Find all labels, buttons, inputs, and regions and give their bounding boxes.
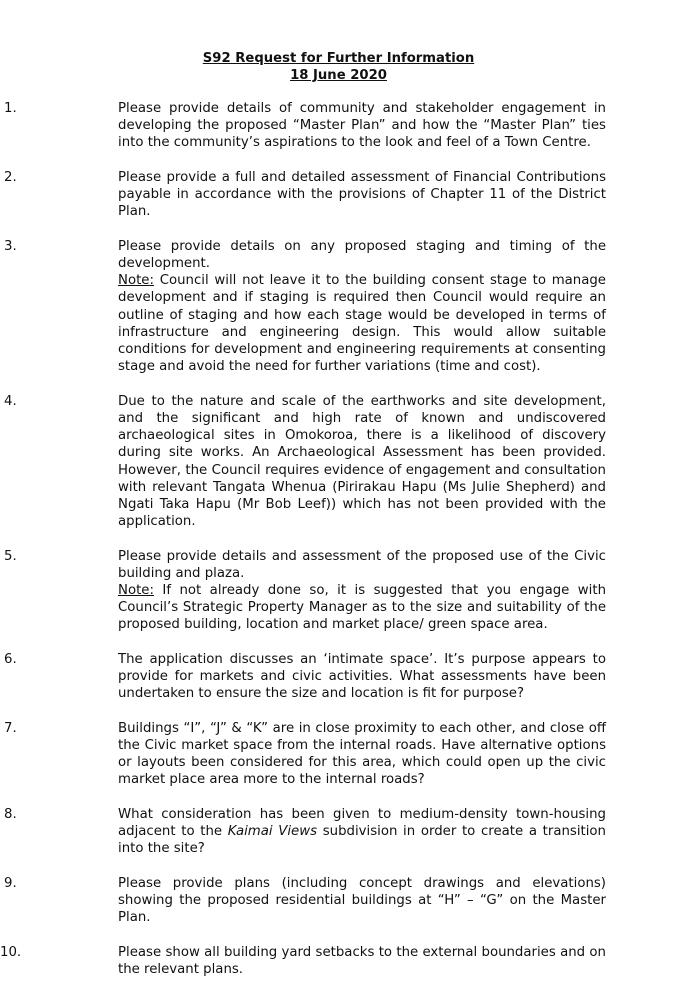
note-label: Note: bbox=[118, 583, 154, 599]
item-number: 6. bbox=[4, 651, 17, 667]
item-number: 9. bbox=[4, 875, 17, 891]
item-number: 7. bbox=[4, 720, 17, 736]
request-list bbox=[0, 100, 606, 996]
item-text-italic: Kaimai Views bbox=[227, 824, 318, 840]
item-text-block bbox=[92, 548, 606, 634]
list-item-8 bbox=[4, 806, 606, 858]
item-text: Please provide plans (including concept drawings and elevations) showing the proposed residential buildings at “H” – “G” on the Master Plan. bbox=[118, 875, 606, 926]
document-date: 18 June 2020 bbox=[290, 68, 387, 83]
item-text: Please provide details on any proposed staging and timing of the development. bbox=[118, 238, 606, 272]
item-text-after: subdivision in order to create a transition into the site? bbox=[118, 824, 606, 857]
list-item-1 bbox=[4, 100, 606, 152]
item-number: 5. bbox=[4, 548, 17, 564]
document-header bbox=[0, 50, 677, 84]
list-item-6 bbox=[4, 651, 606, 703]
note-text: Council will not leave it to the building consent stage to manage development and if staging is required then Council would require an outline of staging and how each stage would be developed in terms of infrastructure and engineering design. This would allow suitable conditions for development and engineering requirements at consenting stage and avoid the need for further variations (time and cost). bbox=[118, 273, 606, 375]
item-number: 8. bbox=[4, 806, 17, 822]
item-number: 1. bbox=[4, 101, 17, 116]
item-text: Please provide details of community and stakeholder engagement in developing the proposed “Master Plan” and how the “Master Plan” ties into the community’s aspirations to the look and feel of a Town Centre. bbox=[118, 101, 606, 151]
document-title: S92 Request for Further Information bbox=[202, 51, 475, 66]
item-text: Due to the nature and scale of the earthworks and site development, and the significant and high rate of known and undiscovered archaeological sites in Omokoroa, there is a likelihood of discovery during site works. An Archaeological Assessment has been provided. However, the Council requires evidence of engagement and consultation with relevant Tangata Whenua (Pirirakau Hapu (Ms Julie Shepherd) and Ngati Taka Hapu (Mr Bob Leef)) which has not been provided with the application. bbox=[118, 393, 606, 530]
list-item-7 bbox=[4, 720, 606, 789]
item-text-before: What consideration has been given to medium-density town-housing adjacent to the bbox=[118, 806, 606, 840]
item-text-block bbox=[92, 238, 606, 376]
item-text-block bbox=[92, 806, 606, 858]
item-number: 10. bbox=[0, 944, 22, 960]
item-text: Please provide details and assessment of the proposed use of the Civic building and plaza. bbox=[118, 548, 606, 581]
item-text: Please show all building yard setbacks to the external boundaries and on the relevant plans. bbox=[118, 944, 606, 977]
list-item-9 bbox=[4, 875, 606, 927]
list-item-5 bbox=[4, 548, 606, 634]
item-number: 2. bbox=[4, 169, 17, 185]
item-text: Please provide a full and detailed assessment of Financial Contributions payable in accordance with the provisions of Chapter 11 of the District Plan. bbox=[118, 169, 606, 220]
item-number: 4. bbox=[4, 393, 17, 409]
item-text: The application discusses an ‘intimate space’. It’s purpose appears to provide for markets and civic activities. What assessments have been undertaken to ensure the size and location is fit for purpose? bbox=[118, 651, 606, 702]
note-text: If not already done so, it is suggested that you engage with Council’s Strategic Property Manager as to the size and suitability of the proposed building, location and market place/ green space area. bbox=[118, 583, 606, 633]
list-item-3 bbox=[4, 238, 606, 376]
item-text: Buildings “I”, “J” & “K” are in close proximity to each other, and close off the Civic market space from the internal roads. Have alternative options or layouts been considered for this area, which could open up the civic market place area more to the internal roads? bbox=[118, 720, 606, 788]
note-label: Note: bbox=[118, 273, 154, 289]
list-item-10 bbox=[0, 944, 606, 978]
item-number: 3. bbox=[4, 238, 17, 254]
list-item-4 bbox=[4, 393, 606, 531]
list-item-2 bbox=[4, 169, 606, 221]
